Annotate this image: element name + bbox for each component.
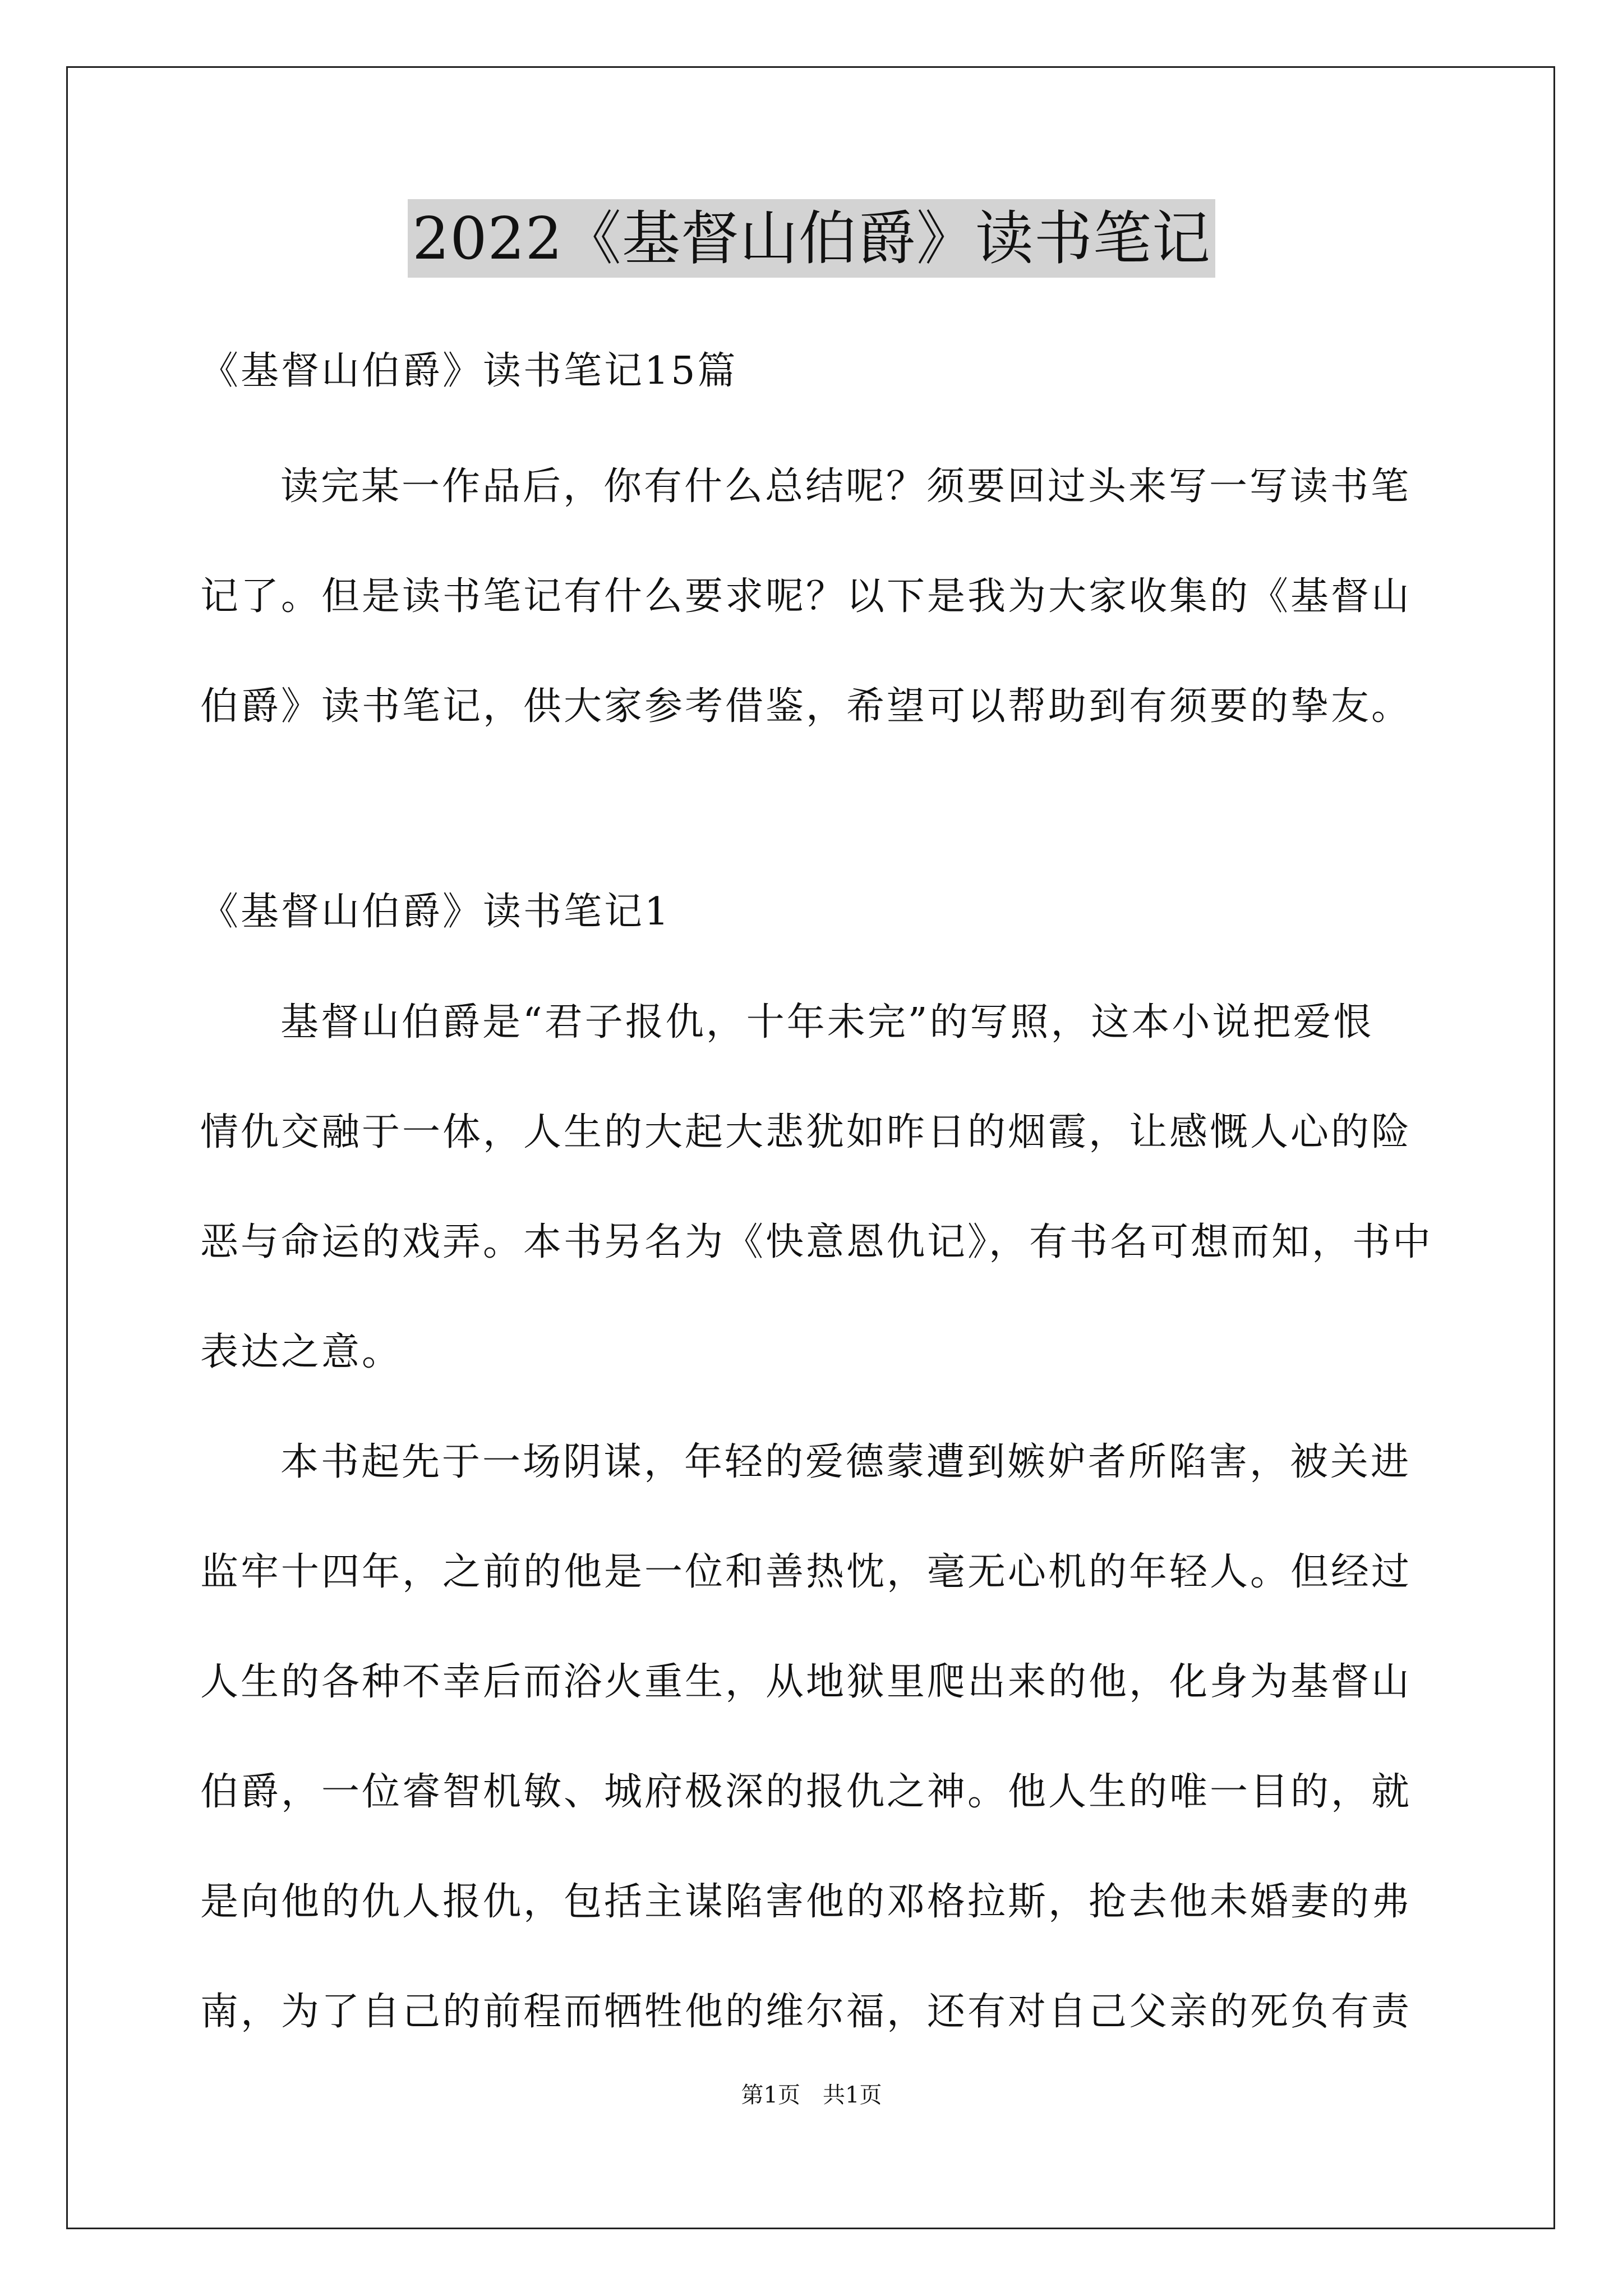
paragraph1-line-4: 表达之意。 bbox=[200, 1330, 403, 1374]
paragraph1-line-3: 恶与命运的戏弄。本书另名为《快意恩仇记》，有书名可想而知，书中 bbox=[200, 1220, 1433, 1264]
paragraph2-line-1: 本书起先于一场阴谋，年轻的爱德蒙遭到嫉妒者所陷害，被关进 bbox=[280, 1440, 1412, 1484]
paragraph2-line-2: 监牢十四年，之前的他是一位和善热忱，毫无心机的年轻人。但经过 bbox=[200, 1550, 1412, 1594]
paragraph2-line-4: 伯爵，一位睿智机敏、城府极深的报仇之神。他人生的唯一目的，就 bbox=[200, 1770, 1412, 1814]
page-footer: 第1页 共1页 bbox=[741, 2082, 882, 2108]
section-heading: 《基督山伯爵》读书笔记1 bbox=[200, 890, 671, 934]
paragraph2-line-6: 南，为了自己的前程而牺牲他的维尔福，还有对自己父亲的死负有责 bbox=[200, 1990, 1412, 2034]
paragraph1-line-1: 基督山伯爵是“君子报仇，十年未完”的写照，这本小说把爱恨 bbox=[280, 1000, 1374, 1045]
paragraph2-line-5: 是向他的仇人报仇，包括主谋陷害他的邓格拉斯，抢去他未婚妻的弗 bbox=[200, 1880, 1412, 1924]
intro-line-2: 记了。但是读书笔记有什么要求呢？以下是我为大家收集的《基督山 bbox=[200, 574, 1412, 619]
paragraph2-line-3: 人生的各种不幸后而浴火重生，从地狱里爬出来的他，化身为基督山 bbox=[200, 1660, 1412, 1704]
intro-line-1: 读完某一作品后，你有什么总结呢？须要回过头来写一写读书笔 bbox=[280, 464, 1412, 509]
title-wrap bbox=[0, 199, 1623, 278]
paragraph1-line-2: 情仇交融于一体，人生的大起大悲犹如昨日的烟霞，让感慨人心的险 bbox=[200, 1110, 1412, 1154]
document-title: 2022《基督山伯爵》读书笔记 bbox=[408, 199, 1215, 278]
document-subtitle: 《基督山伯爵》读书笔记15篇 bbox=[200, 349, 738, 393]
intro-line-3: 伯爵》读书笔记，供大家参考借鉴，希望可以帮助到有须要的挚友。 bbox=[200, 684, 1412, 729]
